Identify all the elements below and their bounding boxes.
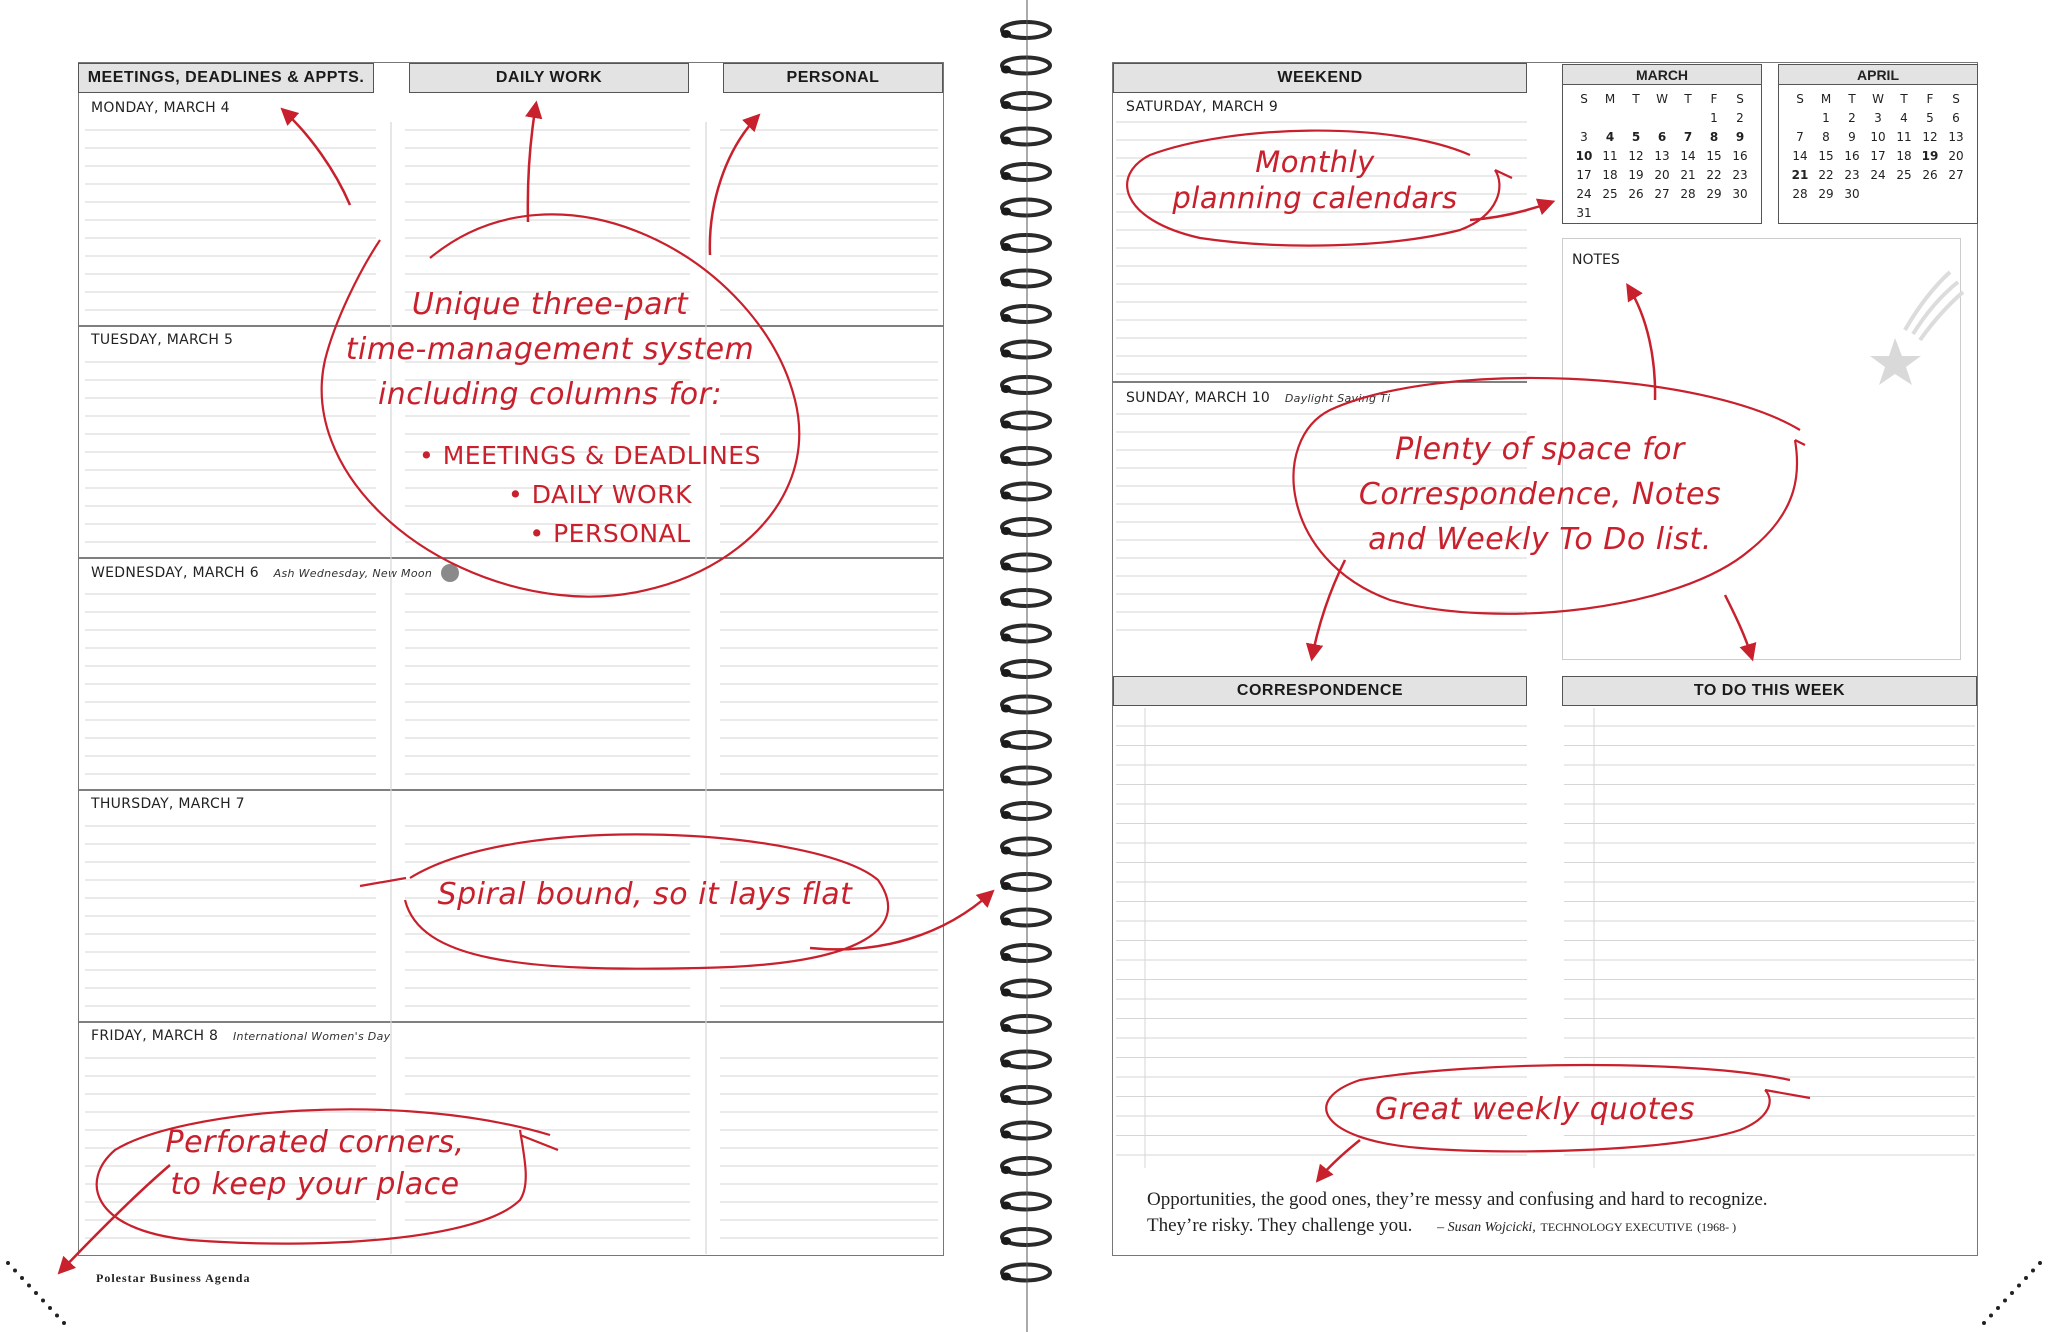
callout-bullet: • MEETINGS & DEADLINES	[419, 441, 761, 470]
callout-line: Perforated corners,	[165, 1125, 465, 1160]
calendar-day: 16	[1844, 148, 1860, 163]
calendar-day: 27	[1654, 186, 1670, 201]
spiral-hole	[1001, 847, 1011, 855]
calendar-day: 4	[1605, 129, 1615, 144]
perforation-dot	[2031, 1269, 2035, 1273]
calendar-day: 18	[1602, 167, 1618, 182]
perforation-dot	[2024, 1276, 2028, 1280]
arrow-to-correspondence	[1312, 560, 1345, 658]
callout-bullet: • DAILY WORK	[508, 480, 692, 509]
quote-line-2-text: They’re risky. They challenge you.	[1147, 1215, 1413, 1236]
arrow-to-quote	[1318, 1140, 1360, 1180]
calendar-weekday: S	[1952, 91, 1960, 106]
calendar-weekday: M	[1604, 91, 1616, 106]
brand-label: Polestar Business Agenda	[96, 1271, 251, 1285]
calendar-title: APRIL	[1779, 65, 1977, 85]
calendar-day: 10	[1870, 129, 1886, 144]
calendar-day: 15	[1818, 148, 1834, 163]
calendar-day: 6	[1952, 110, 1960, 125]
day-name: WEDNESDAY, MARCH 6	[91, 565, 259, 581]
day-name: SUNDAY, MARCH 10	[1126, 390, 1271, 406]
perforation-dot	[20, 1276, 24, 1280]
calendar-day: 1	[1822, 110, 1830, 125]
spiral-hole	[1001, 598, 1011, 606]
perforation-dot	[6, 1261, 10, 1265]
spiral-hole	[1001, 1060, 1011, 1068]
column-header-todo: TO DO THIS WEEK	[1562, 676, 1977, 706]
spiral-hole	[1001, 385, 1011, 393]
callout-line: to keep your place	[170, 1167, 460, 1202]
calendar-day: 2	[1848, 110, 1856, 125]
perforation-dot	[2010, 1291, 2014, 1295]
calendar-day: 8	[1709, 129, 1719, 144]
column-header-personal: PERSONAL	[723, 63, 943, 93]
callout-line: Monthly	[1255, 145, 1375, 179]
column-header-meetings: MEETINGS, DEADLINES & APPTS.	[78, 63, 374, 93]
calendar-day: 21	[1680, 167, 1696, 182]
calendar-weekday: T	[1684, 91, 1692, 106]
day-note: Daylight Saving Ti	[1284, 392, 1391, 405]
arrow-to-meetings	[283, 110, 350, 205]
calendar-day: 22	[1818, 167, 1834, 182]
callout-spiral: Spiral bound, so it lays flat	[437, 877, 853, 912]
calendar-weekday: T	[1632, 91, 1640, 106]
spiral-hole	[1001, 101, 1011, 109]
spiral-hole	[1001, 279, 1011, 287]
perforation-dot	[1996, 1306, 2000, 1310]
spiral-hole	[1001, 30, 1011, 38]
calendar-day: 7	[1683, 129, 1693, 144]
calendar-day: 13	[1654, 148, 1670, 163]
calendar-day: 16	[1732, 148, 1748, 163]
calendar-day: 5	[1926, 110, 1934, 125]
perforation-dot	[62, 1321, 66, 1325]
callout-three-part-bullets	[400, 436, 780, 553]
calendar-weekday: M	[1820, 91, 1832, 106]
calendar-day: 28	[1792, 186, 1808, 201]
calendar-day: 29	[1818, 186, 1834, 201]
quote-author-role: TECHNOLOGY EXECUTIVE	[1540, 1220, 1693, 1234]
calendar-day: 5	[1631, 129, 1641, 144]
spiral-hole	[1001, 705, 1011, 713]
calendar-weekday: T	[1900, 91, 1908, 106]
calendar-day: 8	[1822, 129, 1830, 144]
callout-line: Unique three-part	[411, 287, 689, 322]
spiral-hole	[1001, 989, 1011, 997]
spiral-hole	[1001, 811, 1011, 819]
perforation-dot	[27, 1284, 31, 1288]
calendar-day: 12	[1922, 129, 1938, 144]
spiral-hole	[1001, 350, 1011, 358]
day-name: SATURDAY, MARCH 9	[1126, 99, 1279, 115]
perforation-dot	[13, 1269, 17, 1273]
spiral-hole	[1001, 527, 1011, 535]
calendar-day: 24	[1576, 186, 1592, 201]
spiral-hole	[1001, 66, 1011, 74]
calendar-day: 24	[1870, 167, 1886, 182]
day-note: Ash Wednesday, New Moon	[273, 567, 433, 580]
calendar-day: 9	[1735, 129, 1745, 144]
calendar-day: 26	[1628, 186, 1644, 201]
callout-line: and Weekly To Do list.	[1368, 522, 1712, 557]
perforation-dot	[1982, 1321, 1986, 1325]
spiral-hole	[1001, 172, 1011, 180]
spiral-hole	[1001, 1166, 1011, 1174]
calendar-day: 19	[1628, 167, 1644, 182]
notes-label: NOTES	[1572, 252, 1620, 268]
perforation-dot	[2017, 1284, 2021, 1288]
spiral-hole	[1001, 1273, 1011, 1281]
calendar-day: 29	[1706, 186, 1722, 201]
spiral-hole	[1001, 563, 1011, 571]
column-header-daily-work: DAILY WORK	[409, 63, 689, 93]
calendar-day: 25	[1896, 167, 1912, 182]
spiral-hole	[1001, 1202, 1011, 1210]
calendar-day: 1	[1710, 110, 1718, 125]
perforation-dot	[2003, 1299, 2007, 1303]
calendar-weekday: S	[1736, 91, 1744, 106]
calendar-day: 20	[1654, 167, 1670, 182]
perforation-dot	[1989, 1314, 1993, 1318]
callout-line: Correspondence, Notes	[1358, 477, 1722, 512]
day-name: MONDAY, MARCH 4	[91, 100, 230, 116]
day-note: International Women's Day	[233, 1030, 391, 1043]
column-header-weekend: WEEKEND	[1113, 63, 1527, 93]
calendar-weekday: F	[1710, 91, 1718, 106]
calendar-weekday: W	[1656, 91, 1668, 106]
spiral-hole	[1001, 456, 1011, 464]
spiral-hole	[1001, 740, 1011, 748]
spiral-hole	[1001, 918, 1011, 926]
calendar-day: 25	[1602, 186, 1618, 201]
calendar-day: 12	[1628, 148, 1644, 163]
quote-author-years: (1968- )	[1697, 1220, 1737, 1234]
calendar-day: 10	[1575, 148, 1593, 163]
calendar-weekday: S	[1796, 91, 1804, 106]
perforation-dot	[2038, 1261, 2042, 1265]
calendar-day: 14	[1792, 148, 1808, 163]
callout-line: including columns for:	[377, 377, 723, 412]
day-name: THURSDAY, MARCH 7	[91, 796, 245, 812]
spiral-hole	[1001, 243, 1011, 251]
spiral-hole	[1001, 882, 1011, 890]
spiral-hole	[1001, 421, 1011, 429]
star-icon	[1870, 338, 1921, 385]
calendar-title: MARCH	[1563, 65, 1761, 85]
spiral-hole	[1001, 669, 1011, 677]
quote-line-1: Opportunities, the good ones, they’re messy and confusing and hard to recognize.	[1147, 1189, 1768, 1210]
calendar-day: 26	[1922, 167, 1938, 182]
calendar-day: 6	[1657, 129, 1667, 144]
spiral-hole	[1001, 1024, 1011, 1032]
perforation-dot	[34, 1291, 38, 1295]
day-name: TUESDAY, MARCH 5	[91, 332, 234, 348]
calendar-weekday: W	[1872, 91, 1884, 106]
spiral-hole	[1001, 1131, 1011, 1139]
calendar-day: 27	[1948, 167, 1964, 182]
column-header-correspondence: CORRESPONDENCE	[1113, 676, 1527, 706]
calendar-day: 21	[1791, 167, 1809, 182]
callout-monthly	[1150, 144, 1480, 216]
calendar-day: 17	[1576, 167, 1592, 182]
spiral-hole	[1001, 634, 1011, 642]
calendar-day: 18	[1896, 148, 1912, 163]
calendar-day: 30	[1844, 186, 1860, 201]
calendar-day: 13	[1948, 129, 1964, 144]
calendar-day: 20	[1948, 148, 1964, 163]
star-trail-icon	[1905, 272, 1963, 340]
callout-line: Plenty of space for	[1395, 432, 1685, 467]
spiral-hole	[1001, 1237, 1011, 1245]
calendar-day: 28	[1680, 186, 1696, 201]
calendar-day: 31	[1576, 205, 1592, 220]
spiral-hole	[1001, 492, 1011, 500]
spiral-hole	[1001, 137, 1011, 145]
callout-line: planning calendars	[1172, 181, 1458, 215]
calendar-weekday: S	[1580, 91, 1588, 106]
perforation-dot	[55, 1314, 59, 1318]
quote-author: – Susan Wojcicki,	[1437, 1220, 1536, 1235]
calendar-day: 9	[1848, 129, 1856, 144]
perforation-dot	[48, 1306, 52, 1310]
spiral-hole	[1001, 953, 1011, 961]
calendar-day: 23	[1732, 167, 1748, 182]
arrow-to-todo	[1725, 595, 1752, 658]
arrow-to-personal	[710, 116, 758, 255]
arrow-to-daily-work	[528, 104, 536, 222]
calendar-day: 4	[1900, 110, 1908, 125]
calendar-day: 15	[1706, 148, 1722, 163]
perforation-dot	[41, 1299, 45, 1303]
calendar-weekday: T	[1848, 91, 1856, 106]
calendar-day: 11	[1896, 129, 1912, 144]
spiral-hole	[1001, 208, 1011, 216]
calendar-day: 14	[1680, 148, 1696, 163]
callout-quotes: Great weekly quotes	[1375, 1092, 1695, 1127]
calendar-day: 3	[1874, 110, 1882, 125]
spiral-hole	[1001, 1095, 1011, 1103]
callout-plenty	[1320, 427, 1760, 562]
calendar-day: 23	[1844, 167, 1860, 182]
calendar-day: 19	[1921, 148, 1939, 163]
calendar-day: 3	[1580, 129, 1588, 144]
spiral-hole	[1001, 314, 1011, 322]
callout-bullet: • PERSONAL	[529, 519, 691, 548]
callout-line: time-management system	[345, 332, 755, 367]
calendar-day: 2	[1736, 110, 1744, 125]
callout-three-part	[330, 282, 770, 417]
callout-perforated	[130, 1122, 500, 1206]
calendar-day: 17	[1870, 148, 1886, 163]
calendar-weekday: F	[1926, 91, 1934, 106]
day-name: FRIDAY, MARCH 8	[91, 1028, 219, 1044]
spiral-hole	[1001, 776, 1011, 784]
calendar-day: 30	[1732, 186, 1748, 201]
calendar-day: 7	[1796, 129, 1804, 144]
calendar-day: 11	[1602, 148, 1618, 163]
calendar-day: 22	[1706, 167, 1722, 182]
